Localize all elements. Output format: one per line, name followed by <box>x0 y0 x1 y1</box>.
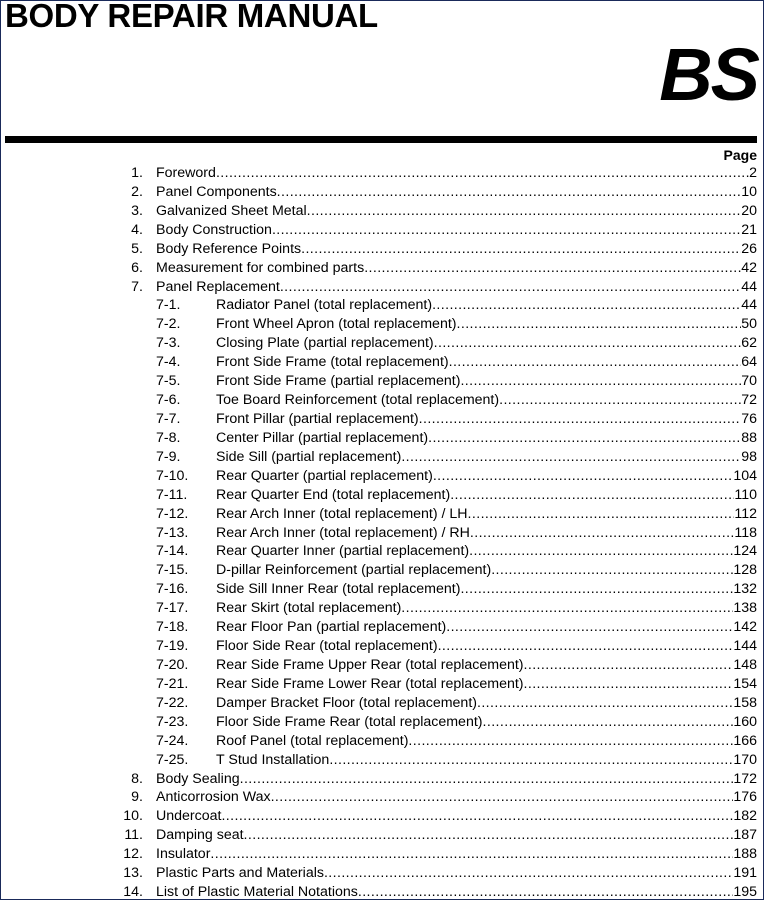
toc-entry-line <box>216 391 757 410</box>
toc-entry[interactable] <box>0 807 764 826</box>
toc-entry-title: Front Side Frame (total replacement) <box>216 354 449 371</box>
toc-page-number: 70 <box>741 373 757 390</box>
toc-entry-title: Floor Side Frame Rear (total replacement) <box>216 713 483 730</box>
dot-leader <box>216 164 749 183</box>
dot-leader <box>428 429 741 448</box>
toc-page-number: 188 <box>733 846 757 863</box>
toc-page-number: 44 <box>741 278 757 295</box>
toc-page-number: 72 <box>741 392 757 409</box>
toc-subentry[interactable] <box>0 561 764 580</box>
toc-subentry[interactable] <box>0 675 764 694</box>
dot-leader <box>324 864 733 883</box>
toc-entry[interactable] <box>0 164 764 183</box>
toc-subentry[interactable] <box>0 618 764 637</box>
toc-entry-title: Side Sill (partial replacement) <box>216 448 402 465</box>
toc-entry-line <box>216 524 757 543</box>
toc-entry[interactable] <box>0 770 764 789</box>
toc-subsection-number: 7-17. <box>156 600 189 617</box>
toc-entry-line <box>216 675 757 694</box>
toc-page-number: 132 <box>733 581 757 598</box>
toc-entry-line <box>156 788 757 807</box>
dot-leader <box>450 486 734 505</box>
toc-page-number: 158 <box>733 694 757 711</box>
toc-entry-title: Rear Side Frame Upper Rear (total replacement) <box>216 656 524 673</box>
dot-leader <box>491 561 733 580</box>
toc-entry-title: Rear Skirt (total replacement) <box>216 600 402 617</box>
dot-leader <box>244 826 734 845</box>
toc-entry-title: Rear Quarter Inner (partial replacement) <box>216 543 470 560</box>
toc-entry-title: Galvanized Sheet Metal <box>156 202 307 219</box>
toc-subentry[interactable] <box>0 410 764 429</box>
toc-subentry[interactable] <box>0 334 764 353</box>
section-code: BS <box>659 33 758 116</box>
toc-subsection-number: 7-15. <box>156 562 189 579</box>
dot-leader <box>446 618 733 637</box>
toc-entry-line <box>156 278 757 297</box>
toc-page-number: 21 <box>741 221 757 238</box>
toc-entry-line <box>216 694 757 713</box>
dot-leader <box>401 599 733 618</box>
toc-subentry[interactable] <box>0 353 764 372</box>
toc-page-number: 128 <box>733 562 757 579</box>
toc-subsection-number: 7-14. <box>156 543 189 560</box>
toc-subentry[interactable] <box>0 505 764 524</box>
toc-entry[interactable] <box>0 202 764 221</box>
toc-subsection-number: 7-11. <box>156 486 188 503</box>
toc-entry-line <box>156 807 757 826</box>
dot-leader <box>434 334 742 353</box>
toc-subsection-number: 7-8. <box>156 429 181 446</box>
toc-entry[interactable] <box>0 183 764 202</box>
toc-page-number: 2 <box>749 165 757 181</box>
toc-entry-line <box>156 183 757 202</box>
dot-leader <box>460 372 741 391</box>
toc-entry-line <box>216 713 757 732</box>
toc-subentry[interactable] <box>0 524 764 543</box>
toc-entry-line <box>216 580 757 599</box>
toc-entry-title: Radiator Panel (total replacement) <box>216 297 433 314</box>
toc-subsection-number: 7-5. <box>156 373 181 390</box>
toc-entry-line <box>216 599 757 618</box>
toc-subsection-number: 7-13. <box>156 524 189 541</box>
toc-page-number: 144 <box>733 638 757 655</box>
toc-entry-title: List of Plastic Material Notations <box>156 884 358 901</box>
dot-leader <box>460 580 733 599</box>
toc-section-number: 4. <box>131 221 143 238</box>
toc-entry-title: Front Wheel Apron (total replacement) <box>216 316 457 333</box>
toc-entry-line <box>216 618 757 637</box>
toc-page-number: 148 <box>733 656 757 673</box>
toc-page-number: 195 <box>733 884 757 901</box>
dot-leader <box>210 845 733 864</box>
toc-page-number: 62 <box>741 335 757 352</box>
toc-subsection-number: 7-24. <box>156 732 189 749</box>
toc-entry-title: Body Reference Points <box>156 240 302 257</box>
toc-page-number: 166 <box>733 732 757 749</box>
toc-page-number: 98 <box>741 448 757 465</box>
toc-section-number: 10. <box>123 808 143 825</box>
toc-subsection-number: 7-10. <box>156 467 189 484</box>
toc-page-number: 112 <box>734 505 757 522</box>
toc-entry-line <box>216 467 757 486</box>
toc-subentry[interactable] <box>0 599 764 618</box>
dot-leader <box>307 202 742 221</box>
toc-entry-title: Roof Panel (total replacement) <box>216 732 409 749</box>
toc-page-number: 160 <box>733 713 757 730</box>
toc-entry-line <box>156 826 757 845</box>
toc-entry-title: Rear Arch Inner (total replacement) / LH <box>216 505 468 522</box>
toc-entry-title: Insulator <box>156 846 211 863</box>
toc-subentry[interactable] <box>0 694 764 713</box>
toc-subsection-number: 7-25. <box>156 751 189 768</box>
dot-leader <box>483 713 734 732</box>
toc-subentry[interactable] <box>0 751 764 770</box>
toc-entry-title: Panel Replacement <box>156 278 280 295</box>
dot-leader <box>408 732 733 751</box>
toc-entry-line <box>216 486 757 505</box>
toc-page-number: 20 <box>741 202 757 219</box>
toc-page-number: 124 <box>733 543 757 560</box>
toc-entry-line <box>156 164 757 183</box>
toc-subsection-number: 7-3. <box>156 335 181 352</box>
toc-entry-line <box>216 315 757 334</box>
page-column-heading: Page <box>723 147 757 163</box>
toc-page-number: 182 <box>733 808 757 825</box>
toc-entry[interactable] <box>0 278 764 297</box>
header-rule <box>5 136 757 143</box>
toc-entry-line <box>156 770 757 789</box>
toc-entry-line <box>216 542 757 561</box>
toc-entry-line <box>216 296 757 315</box>
toc-subentry[interactable] <box>0 315 764 334</box>
toc-section-number: 3. <box>131 202 143 219</box>
dot-leader <box>358 883 733 902</box>
toc-entry[interactable] <box>0 864 764 883</box>
toc-entry-title: Floor Side Rear (total replacement) <box>216 638 438 655</box>
toc-page-number: 44 <box>741 297 757 314</box>
dot-leader <box>240 770 734 789</box>
toc-subentry[interactable] <box>0 542 764 561</box>
toc-section-number: 6. <box>131 259 143 276</box>
toc-entry[interactable] <box>0 240 764 259</box>
toc-entry-line <box>156 221 757 240</box>
toc-subsection-number: 7-20. <box>156 656 189 673</box>
toc-entry-line <box>216 656 757 675</box>
toc-page-number: 176 <box>733 789 757 806</box>
toc-subsection-number: 7-6. <box>156 392 181 409</box>
dot-leader <box>401 448 741 467</box>
dot-leader <box>470 524 734 543</box>
toc-entry-title: Anticorrosion Wax <box>156 789 271 806</box>
toc-page-number: 26 <box>741 240 757 257</box>
toc-entry-title: Panel Components <box>156 183 277 200</box>
toc-subentry[interactable] <box>0 296 764 315</box>
toc-subsection-number: 7-12. <box>156 505 189 522</box>
dot-leader <box>432 296 741 315</box>
dot-leader <box>433 467 733 486</box>
toc-entry[interactable] <box>0 221 764 240</box>
toc-section-number: 8. <box>131 770 143 787</box>
toc-entry-title: Damper Bracket Floor (total replacement) <box>216 694 477 711</box>
toc-page-number: 118 <box>734 524 757 541</box>
toc-page-number: 42 <box>741 259 757 276</box>
dot-leader <box>449 353 742 372</box>
toc-page-number: 172 <box>733 770 757 787</box>
toc-entry-line <box>156 864 757 883</box>
toc-entry-title: Closing Plate (partial replacement) <box>216 335 434 352</box>
toc-entry-title: Plastic Parts and Materials <box>156 865 324 882</box>
dot-leader <box>524 675 734 694</box>
toc-subentry[interactable] <box>0 391 764 410</box>
toc-entry-line <box>216 751 757 770</box>
toc-subsection-number: 7-22. <box>156 694 189 711</box>
toc-page-number: 187 <box>733 827 757 844</box>
toc-subsection-number: 7-16. <box>156 581 189 598</box>
toc-page-number: 104 <box>733 467 757 484</box>
toc-section-number: 14. <box>123 884 143 901</box>
dot-leader <box>271 788 734 807</box>
toc-entry-line <box>216 561 757 580</box>
dot-leader <box>301 240 741 259</box>
toc-entry-title: Rear Quarter (partial replacement) <box>216 467 433 484</box>
toc-entry-line <box>216 732 757 751</box>
toc-entry-title: Foreword <box>156 165 216 181</box>
toc-entry-line <box>216 372 757 391</box>
toc-section-number: 5. <box>131 240 143 257</box>
toc-entry-title: Measurement for combined parts <box>156 259 365 276</box>
toc-entry-title: Undercoat <box>156 808 222 825</box>
toc-subsection-number: 7-4. <box>156 354 181 371</box>
dot-leader <box>477 694 733 713</box>
toc-subsection-number: 7-1. <box>156 297 181 314</box>
dot-leader <box>272 221 741 240</box>
toc-entry-line <box>156 883 757 902</box>
toc-subentry[interactable] <box>0 467 764 486</box>
toc-subentry[interactable] <box>0 732 764 751</box>
dot-leader <box>499 391 741 410</box>
toc-page-number: 170 <box>733 751 757 768</box>
toc-entry-title: Rear Quarter End (total replacement) <box>216 486 451 503</box>
toc-entry-title: Body Construction <box>156 221 272 238</box>
dot-leader <box>280 278 741 297</box>
toc-page-number: 50 <box>741 316 757 333</box>
toc-entry[interactable] <box>0 883 764 902</box>
toc-page-number: 64 <box>741 354 757 371</box>
toc-entry-title: Center Pillar (partial replacement) <box>216 429 429 446</box>
toc-subsection-number: 7-21. <box>156 675 189 692</box>
toc-entry-title: Damping seat <box>156 827 244 844</box>
toc-page-number: 191 <box>733 865 757 882</box>
toc-entry[interactable] <box>0 826 764 845</box>
toc-entry-line <box>156 259 757 278</box>
dot-leader <box>277 183 742 202</box>
toc-entry-line <box>216 448 757 467</box>
toc-entry-title: Body Sealing <box>156 770 240 787</box>
toc-subsection-number: 7-18. <box>156 619 189 636</box>
manual-title: BODY REPAIR MANUAL <box>5 0 378 34</box>
toc-page-number: 110 <box>734 486 757 503</box>
toc-page-number: 76 <box>741 410 757 427</box>
toc-section-number: 7. <box>131 278 143 295</box>
dot-leader <box>468 505 735 524</box>
toc-entry[interactable] <box>0 845 764 864</box>
dot-leader <box>469 542 733 561</box>
toc-entry-line <box>216 429 757 448</box>
toc-entry-title: Rear Floor Pan (partial replacement) <box>216 619 447 636</box>
table-of-contents <box>0 164 764 902</box>
dot-leader <box>438 637 734 656</box>
dot-leader <box>364 259 741 278</box>
toc-entry[interactable] <box>0 259 764 278</box>
toc-page-number: 142 <box>733 619 757 636</box>
toc-section-number: 11. <box>124 827 143 844</box>
toc-entry-line <box>156 240 757 259</box>
toc-subentry[interactable] <box>0 637 764 656</box>
toc-page-number: 138 <box>733 600 757 617</box>
toc-subentry[interactable] <box>0 372 764 391</box>
toc-subsection-number: 7-19. <box>156 638 189 655</box>
toc-section-number: 13. <box>123 865 143 882</box>
dot-leader <box>419 410 742 429</box>
toc-subsection-number: 7-2. <box>156 316 181 333</box>
toc-subsection-number: 7-7. <box>156 410 181 427</box>
toc-subsection-number: 7-9. <box>156 448 181 465</box>
dot-leader <box>524 656 734 675</box>
dot-leader <box>457 315 742 334</box>
toc-page-number: 154 <box>733 675 757 692</box>
toc-entry-title: Rear Arch Inner (total replacement) / RH <box>216 524 470 541</box>
toc-entry-title: T Stud Installation <box>216 751 330 768</box>
toc-entry-title: Toe Board Reinforcement (total replacement) <box>216 392 500 409</box>
toc-page-number: 88 <box>741 429 757 446</box>
toc-entry-line <box>156 202 757 221</box>
toc-section-number: 2. <box>131 183 143 200</box>
toc-entry-line <box>216 505 757 524</box>
dot-leader <box>329 751 733 770</box>
toc-entry-line <box>216 353 757 372</box>
toc-subentry[interactable] <box>0 580 764 599</box>
toc-entry-line <box>216 334 757 353</box>
toc-entry-title: Rear Side Frame Lower Rear (total replacement) <box>216 675 524 692</box>
toc-entry-line <box>156 845 757 864</box>
toc-page-number: 10 <box>741 183 757 200</box>
toc-subentry[interactable] <box>0 429 764 448</box>
toc-section-number: 9. <box>131 789 143 806</box>
toc-subentry[interactable] <box>0 713 764 732</box>
toc-entry-line <box>216 637 757 656</box>
toc-entry-title: Front Side Frame (partial replacement) <box>216 373 461 390</box>
toc-entry-line <box>216 410 757 429</box>
toc-entry-title: Front Pillar (partial replacement) <box>216 410 419 427</box>
toc-entry[interactable] <box>0 788 764 807</box>
toc-section-number: 1. <box>131 165 143 181</box>
toc-subentry[interactable] <box>0 448 764 467</box>
toc-subentry[interactable] <box>0 486 764 505</box>
toc-entry-title: Side Sill Inner Rear (total replacement) <box>216 581 461 598</box>
toc-subentry[interactable] <box>0 656 764 675</box>
dot-leader <box>221 807 733 826</box>
toc-entry-title: D-pillar Reinforcement (partial replacement) <box>216 562 492 579</box>
toc-subsection-number: 7-23. <box>156 713 189 730</box>
toc-section-number: 12. <box>123 846 143 863</box>
